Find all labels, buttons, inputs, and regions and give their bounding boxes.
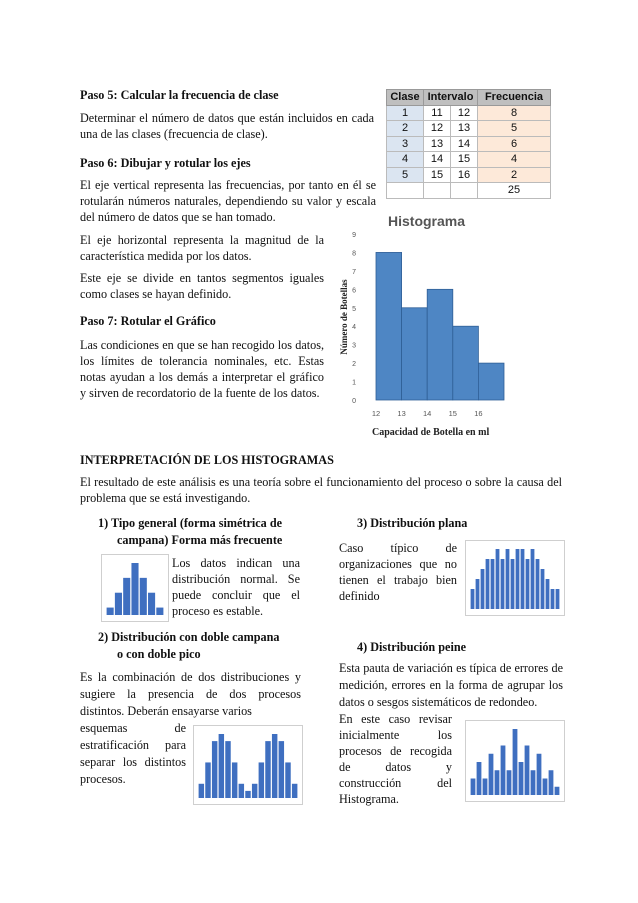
y-tick-label: 4 (352, 324, 356, 332)
chart-bar (478, 363, 504, 400)
chart-bar (376, 252, 402, 400)
type2-text-2: esquemas de estratificación para separar los distintos procesos. (80, 721, 186, 786)
y-tick-label: 5 (352, 305, 356, 313)
cell-frecuencia: 6 (478, 136, 551, 152)
type3-bar (521, 549, 525, 609)
type4-bar (489, 754, 494, 795)
type4-bar (543, 779, 548, 796)
type1-title-a: 1) Tipo general (forma simétrica de (98, 516, 283, 530)
cell-clase: 4 (387, 152, 424, 168)
cell-clase: 3 (387, 136, 424, 152)
cell-interval-high: 13 (451, 121, 478, 137)
table-row (387, 121, 551, 137)
cell-interval-high: 16 (451, 167, 478, 183)
chart-bar (402, 308, 428, 400)
cell-clase: 1 (387, 105, 424, 121)
type2-text-1: Es la combinación de dos distribuciones y sugiere la presencia de dos procesos distintos. Deberán ensayarse varios (80, 670, 301, 718)
type4-bar (519, 762, 524, 795)
type4-bar (483, 779, 488, 796)
y-tick-label: 7 (352, 268, 356, 276)
y-axis-label: Número de Botellas (339, 279, 349, 355)
type1-text: Los datos indican una distribución normal. Se puede concluir que el proceso es estable. (172, 556, 300, 618)
type3-bar (491, 559, 495, 609)
type2-bar (272, 734, 277, 798)
type2-bar (199, 784, 204, 798)
type4-text-2: En este caso revisar inicialmente los procesos de recogida de datos y construcción del Histograma. (339, 712, 452, 806)
header-frecuencia: Frecuencia (478, 90, 551, 106)
type3-bar (486, 559, 490, 609)
type3-histogram-bars (466, 541, 564, 615)
step6-text-horizontal: El eje horizontal representa la magnitud de la característica medida por los datos. (80, 233, 324, 263)
cell-interval-low: 13 (424, 136, 451, 152)
type3-title: 3) Distribución plana (357, 516, 468, 530)
x-tick-label: 16 (474, 409, 483, 418)
type4-histogram (465, 720, 565, 802)
cell-interval-low: 15 (424, 167, 451, 183)
step7-text: Las condiciones en que se han recogido los datos, los límites de tolerancia nominales, etc. Estas notas ayudan a los demás a interpretar el gráfico y sirven de recordatorio de la fuente de los datos. (80, 338, 324, 400)
y-tick-label: 3 (352, 342, 356, 350)
type1-bar (156, 608, 163, 615)
type2-bar (245, 791, 250, 798)
table-row (387, 167, 551, 183)
interpretation-intro: El resultado de este análisis es una teoría sobre el funcionamiento del proceso o sobre la causa del problema que se está investigando. (80, 475, 562, 505)
type3-bar (556, 589, 560, 609)
type2-bar (225, 741, 230, 798)
y-tick-label: 9 (352, 232, 356, 239)
type2-bar (239, 784, 244, 798)
type1-histogram-bars (102, 555, 168, 621)
type4-bar (555, 787, 560, 795)
x-tick-label: 15 (448, 409, 457, 418)
type2-bar (279, 741, 284, 798)
table-row (387, 105, 551, 121)
type2-title-a: 2) Distribución con doble campana (98, 630, 280, 644)
type1-bar (115, 593, 122, 615)
cell-clase: 5 (387, 167, 424, 183)
x-tick-label: 12 (371, 409, 381, 418)
cell-frecuencia: 5 (478, 121, 551, 137)
type2-title-b: o con doble pico (117, 647, 201, 661)
step5-heading: Paso 5: Calcular la frecuencia de clase (80, 88, 279, 102)
type3-bar (471, 589, 475, 609)
type4-bar (471, 779, 476, 796)
type3-bar (536, 559, 540, 609)
header-clase: Clase (387, 90, 424, 106)
type2-bar (285, 762, 290, 798)
header-intervalo: Intervalo (424, 90, 478, 106)
table-row (387, 152, 551, 168)
type3-histogram (465, 540, 565, 616)
type4-bar (537, 754, 542, 795)
cell-interval-low: 11 (424, 105, 451, 121)
type3-bar (541, 569, 545, 609)
frequency-table (386, 89, 551, 199)
type3-bar (516, 549, 520, 609)
type2-bar (259, 762, 264, 798)
cell-interval-low: 12 (424, 121, 451, 137)
type2-bar (252, 784, 257, 798)
type4-title: 4) Distribución peine (357, 640, 467, 654)
cell-interval-high: 12 (451, 105, 478, 121)
type4-bar (531, 770, 536, 795)
cell-interval-low: 14 (424, 152, 451, 168)
type1-bar (131, 563, 138, 615)
type2-bar (292, 784, 297, 798)
y-tick-label: 8 (352, 250, 356, 258)
type2-bar (232, 762, 237, 798)
step5-text: Determinar el número de datos que están incluidos en cada una de las clases (frecuencia de clase). (80, 111, 374, 141)
type1-bar (123, 578, 130, 615)
type4-bar (477, 762, 482, 795)
type2-histogram (193, 725, 303, 805)
chart-bar (453, 326, 479, 400)
interpretation-heading: INTERPRETACIÓN DE LOS HISTOGRAMAS (80, 453, 334, 467)
type3-bar (476, 579, 480, 609)
step6-text-vertical: El eje vertical representa las frecuencias, por tanto en él se rotularán números naturales, dependiendo su valor y escala del número de datos que se han tomado. (80, 178, 376, 224)
x-axis-label: Capacidad de Botella en ml (372, 427, 490, 438)
x-tick-label: 13 (397, 409, 406, 418)
type3-text: Caso típico de organizaciones que no tienen el trabajo bien definido (339, 541, 457, 603)
type4-bar (507, 770, 512, 795)
type3-bar (511, 559, 515, 609)
step6-heading: Paso 6: Dibujar y rotular los ejes (80, 156, 251, 170)
cell-interval-high: 14 (451, 136, 478, 152)
table-total-row (387, 183, 551, 199)
type2-histogram-bars (194, 726, 302, 804)
type3-bar (546, 579, 550, 609)
chart-bar (427, 289, 453, 400)
type4-bar (513, 729, 518, 795)
type1-bar (148, 593, 155, 615)
type3-bar (551, 589, 555, 609)
type2-bar (205, 762, 210, 798)
chart-title: Histograma (388, 213, 466, 229)
type3-bar (531, 549, 535, 609)
y-tick-label: 1 (352, 379, 356, 387)
frequency-table-header (387, 90, 551, 106)
type3-bar (501, 559, 505, 609)
cell-interval-high: 15 (451, 152, 478, 168)
cell-clase: 2 (387, 121, 424, 137)
type1-histogram (101, 554, 169, 622)
type2-bar (212, 741, 217, 798)
type3-bar (481, 569, 485, 609)
y-tick-label: 2 (352, 361, 356, 369)
type2-bar (219, 734, 224, 798)
type4-bar (501, 746, 506, 796)
x-tick-label: 14 (423, 409, 432, 418)
type4-bar (525, 746, 530, 796)
y-tick-label: 0 (352, 398, 356, 405)
cell-total: 25 (478, 183, 551, 199)
type1-title-b: campana) Forma más frecuente (117, 533, 283, 547)
type4-text-1: Esta pauta de variación es típica de errores de medición, errores en la forma de agrupar los datos o sesgos sistemáticos de redondeo. (339, 661, 563, 709)
type3-bar (526, 559, 530, 609)
type4-bar (549, 770, 554, 795)
type3-bar (496, 549, 500, 609)
step6-text-segments: Este eje se divide en tantos segmentos iguales como clases se hayan definido. (80, 271, 324, 301)
type4-bar (495, 770, 500, 795)
type1-bar (107, 608, 114, 615)
cell-frecuencia: 8 (478, 105, 551, 121)
histogram-chart (338, 208, 560, 440)
table-row (387, 136, 551, 152)
type1-bar (140, 578, 147, 615)
type4-histogram-bars (466, 721, 564, 801)
cell-frecuencia: 2 (478, 167, 551, 183)
type2-bar (265, 741, 270, 798)
type3-bar (506, 549, 510, 609)
cell-frecuencia: 4 (478, 152, 551, 168)
y-tick-label: 6 (352, 287, 356, 295)
step7-heading: Paso 7: Rotular el Gráfico (80, 314, 216, 328)
